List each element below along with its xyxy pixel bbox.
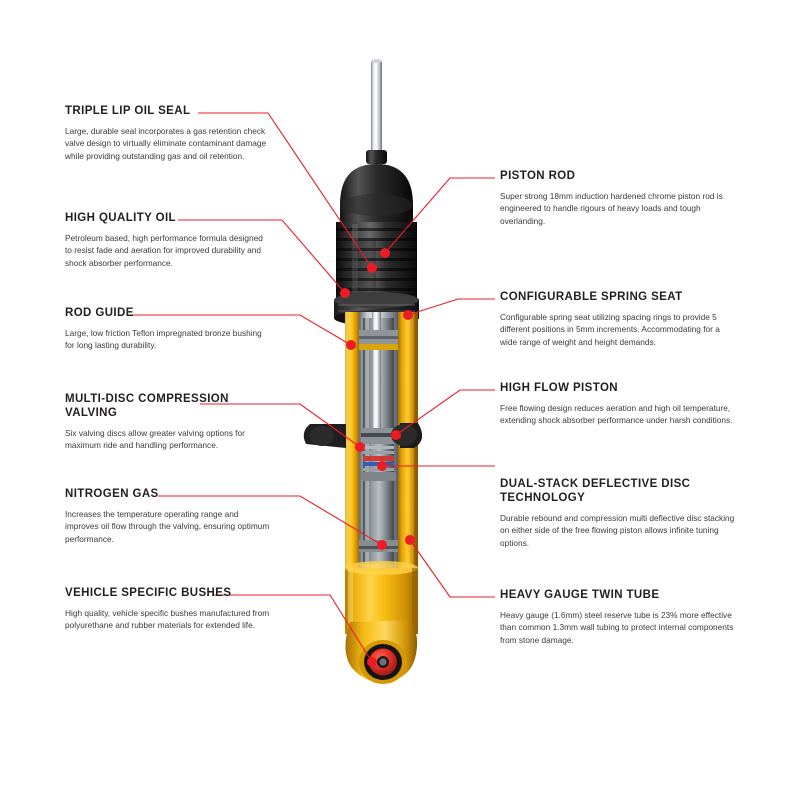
bottom-eyelet bbox=[345, 620, 417, 684]
callout-title: MULTI-DISC COMPRESSION VALVING bbox=[65, 393, 229, 419]
callout-body: Super strong 18mm induction hardened chrome piston rod is engineered to handle rigours of heavy loads and tough overlanding. bbox=[500, 191, 723, 226]
rod-guide-part bbox=[359, 330, 398, 350]
callout-body: Six valving discs allow greater valving options for maximum ride and handling performance. bbox=[65, 428, 245, 451]
callout-body: Petroleum based, high performance formula designed to resist fade and aeration for improved durability and shock absorber performance. bbox=[65, 233, 263, 268]
callout-title: DUAL-STACK DEFLECTIVE DISC TECHNOLOGY bbox=[500, 478, 691, 504]
callout-title: CONFIGURABLE SPRING SEAT bbox=[500, 291, 683, 303]
callout-triple-lip-oil-seal bbox=[65, 104, 270, 162]
callout-title: HIGH FLOW PISTON bbox=[500, 382, 618, 394]
callout-body: Increases the temperature operating range and improves oil flow through the valving, ensuring optimum performance. bbox=[65, 509, 270, 544]
callout-configurable-spring-seat bbox=[500, 290, 735, 348]
callout-body: Durable rebound and compression multi deflective disc stacking on either side of the free flowing piston allows infinite tuning options. bbox=[500, 513, 735, 548]
callout-title: TRIPLE LIP OIL SEAL bbox=[65, 105, 191, 117]
callout-body: Heavy gauge (1.6mm) steel reserve tube is 23% more effective than common 1.3mm wall tubing to protect internal components from stone damage. bbox=[500, 610, 734, 645]
callout-body: High quality, vehicle specific bushes manufactured from polyurethane and rubber materials for extended life. bbox=[65, 608, 270, 631]
callout-title: NITROGEN GAS bbox=[65, 488, 159, 500]
callout-title: VEHICLE SPECIFIC BUSHES bbox=[65, 587, 232, 599]
callout-body: Free flowing design reduces aeration and high oil temperature, extending shock absorber performance under harsh conditions. bbox=[500, 403, 733, 426]
base-valve bbox=[359, 540, 398, 552]
callout-title: HEAVY GAUGE TWIN TUBE bbox=[500, 589, 660, 601]
callout-rod-guide bbox=[65, 306, 270, 352]
callout-vehicle-specific-bushes bbox=[65, 586, 270, 632]
callout-dual-stack-deflective-disc-technology bbox=[500, 477, 735, 549]
callout-high-flow-piston bbox=[500, 381, 735, 427]
callout-heavy-gauge-twin-tube bbox=[500, 588, 735, 646]
callout-body: Large, durable seal incorporates a gas retention check valve design to virtually eliminate contaminant damage while providing outstanding gas and oil retention. bbox=[65, 126, 267, 161]
callout-high-quality-oil bbox=[65, 211, 270, 269]
callout-title: ROD GUIDE bbox=[65, 307, 134, 319]
callout-title: HIGH QUALITY OIL bbox=[65, 212, 176, 224]
callout-piston-rod bbox=[500, 169, 735, 227]
callout-multi-disc-compression-valving bbox=[65, 392, 270, 452]
callout-body: Configurable spring seat utilizing spacing rings to provide 5 different positions in 5mm increments. Accommodating for a wide range of weight and height demands. bbox=[500, 312, 720, 347]
callout-body: Large, low friction Teflon impregnated bronze bushing for long lasting durability. bbox=[65, 328, 262, 351]
callout-nitrogen-gas bbox=[65, 487, 270, 545]
callout-title: PISTON ROD bbox=[500, 170, 576, 182]
